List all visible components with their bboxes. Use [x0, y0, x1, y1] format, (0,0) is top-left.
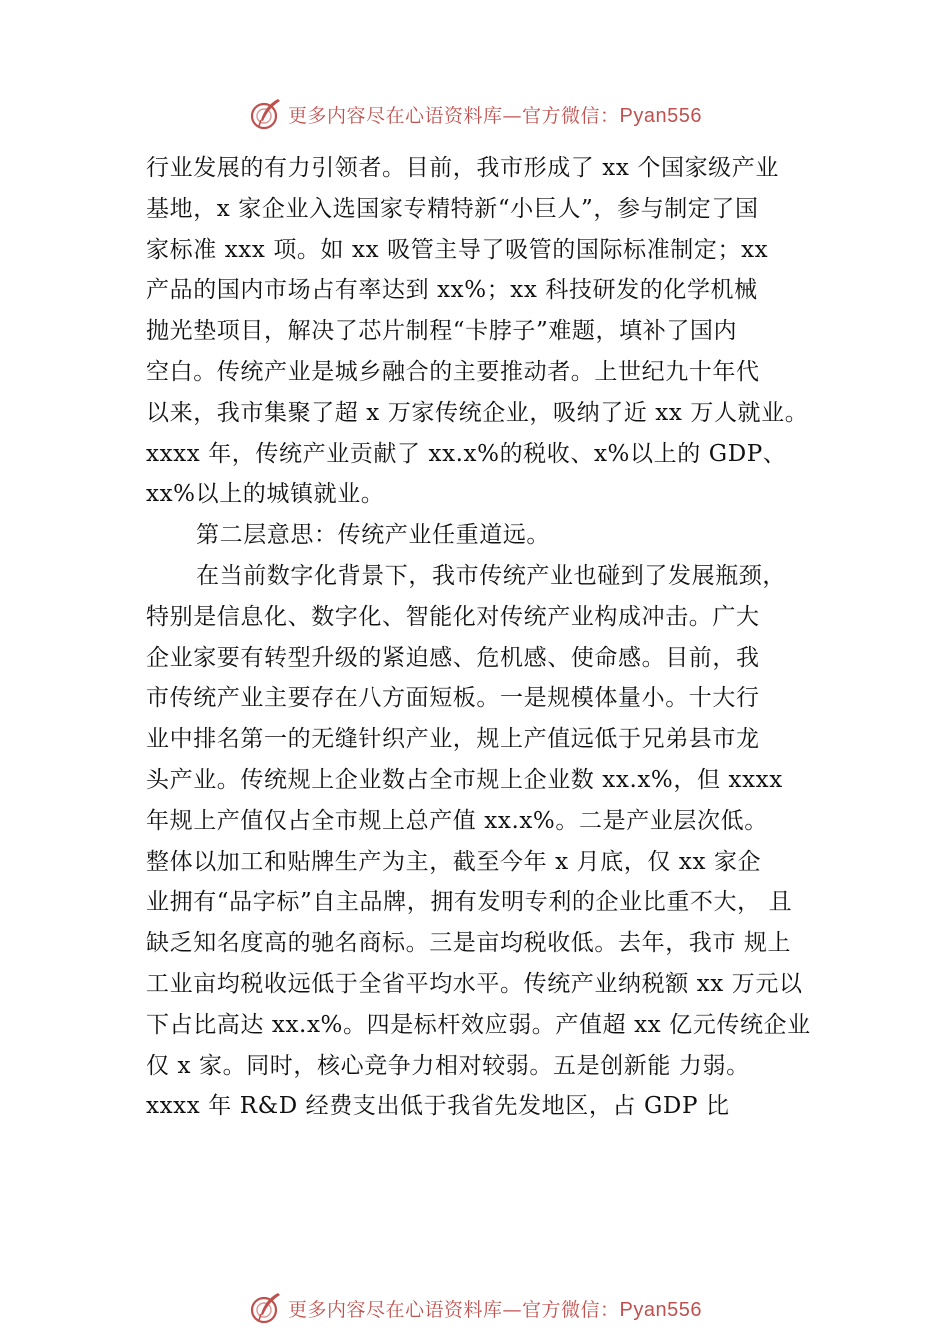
watermark-wechat-label: 官方微信： [522, 1298, 620, 1321]
text-line: 业拥有“品字标”自主品牌，拥有发明专利的企业比重不大， 且 [146, 889, 793, 916]
document-body [146, 148, 836, 1127]
text-line: 基地，x 家企业入选国家专精特新“小巨人”，参与制定了国 [146, 195, 759, 222]
watermark-wechat-label: 官方微信： [522, 104, 620, 127]
text-line: xxxx 年，传统产业贡献了 xx.x%的税收、x%以上的 GDP、 [146, 440, 787, 467]
quill-logo-icon [248, 96, 284, 132]
text-line: 以来，我市集聚了超 x 万家传统企业，吸纳了近 xx 万人就业。 [146, 399, 809, 426]
text-line: 产品的国内市场占有率达到 xx%；xx 科技研发的化学机械 [146, 277, 758, 304]
text-line: 工业亩均税收远低于全省平均水平。传统产业纳税额 xx 万元以 [146, 970, 803, 997]
watermark-wechat-id: Pyan556 [619, 1298, 702, 1321]
text-line: 整体以加工和贴牌生产为主，截至今年 x 月底，仅 xx 家企 [146, 848, 762, 875]
text-line: 空白。传统产业是城乡融合的主要推动者。上世纪九十年代 [146, 358, 760, 385]
text-line: 第二层意思：传统产业任重道远。 [196, 522, 550, 549]
text-line: 头产业。传统规上企业数占全市规上企业数 xx.x%，但 xxxx [146, 766, 783, 793]
text-line: xx%以上的城镇就业。 [146, 481, 385, 508]
watermark-separator: — [502, 1298, 523, 1321]
text-line: 下占比高达 xx.x%。四是标杆效应弱。产值超 xx 亿元传统企业 [146, 1011, 811, 1038]
text-line: 缺乏知名度高的驰名商标。三是亩均税收低。去年，我市 规上 [146, 930, 792, 957]
text-line: 特别是信息化、数字化、智能化对传统产业构成冲击。广大 [146, 603, 760, 630]
text-line: 仅 x 家。同时，核心竞争力相对较弱。五是创新能 力弱。 [146, 1052, 750, 1079]
watermark-wechat-id: Pyan556 [619, 104, 702, 127]
text-line: 在当前数字化背景下，我市传统产业也碰到了发展瓶颈， [196, 562, 786, 589]
footer-watermark [0, 1288, 950, 1328]
text-line: xxxx 年 R&D 经费支出低于我省先发地区，占 GDP 比 [146, 1093, 730, 1120]
watermark-brand: 更多内容尽在心语资料库 [288, 104, 503, 127]
text-line: 年规上产值仅占全市规上总产值 xx.x%。二是产业层次低。 [146, 807, 768, 834]
text-line: 市传统产业主要存在八方面短板。一是规模体量小。十大行 [146, 685, 760, 712]
header-watermark [0, 94, 950, 134]
text-line: 家标准 xxx 项。如 xx 吸管主导了吸管的国际标准制定；xx [146, 236, 769, 263]
text-line: 抛光垫项目，解决了芯片制程“卡脖子”难题，填补了国内 [146, 318, 738, 345]
watermark-separator: — [502, 104, 523, 127]
watermark-brand: 更多内容尽在心语资料库 [288, 1298, 503, 1321]
quill-logo-icon [248, 1290, 284, 1326]
text-line: 业中排名第一的无缝针织产业，规上产值远低于兄弟县市龙 [146, 726, 760, 753]
text-line: 企业家要有转型升级的紧迫感、危机感、使命感。目前，我 [146, 644, 760, 671]
text-line: 行业发展的有力引领者。目前，我市形成了 xx 个国家级产业 [146, 155, 779, 181]
